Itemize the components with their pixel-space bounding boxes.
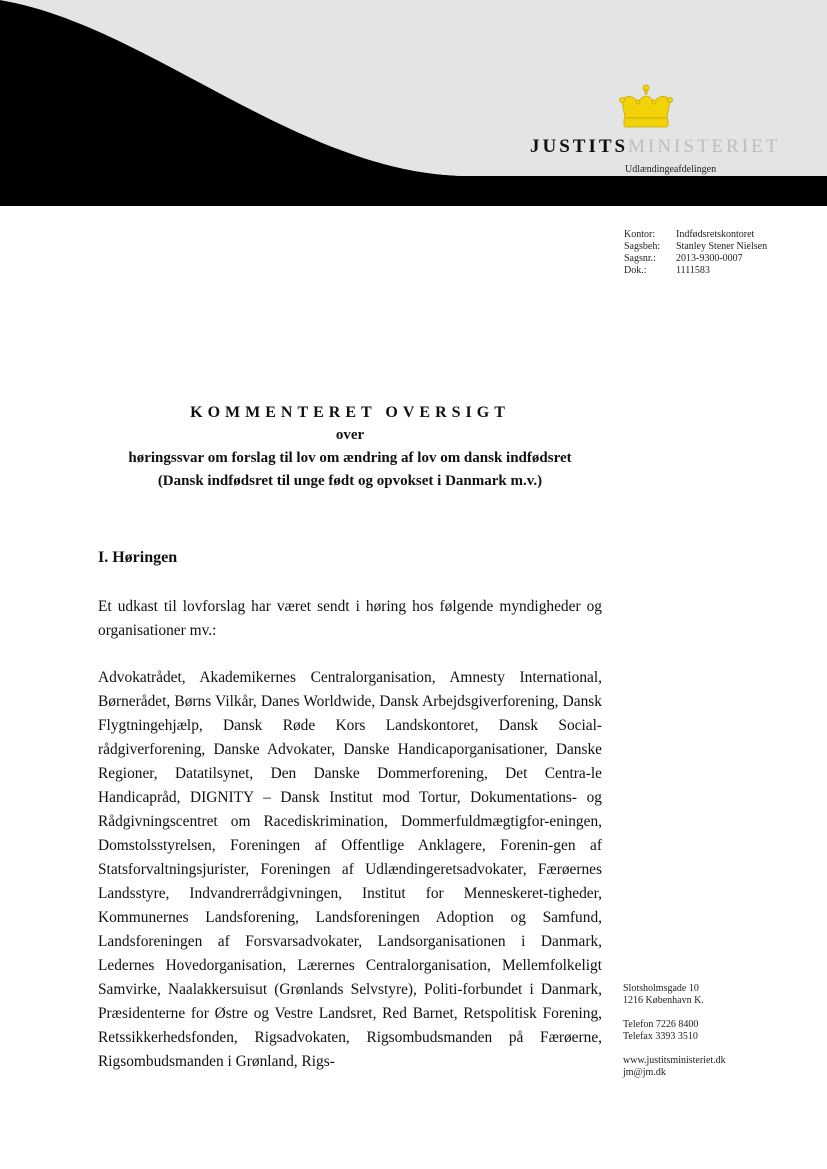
footer-phone: Telefon 7226 8400	[623, 1019, 699, 1030]
meta-row	[624, 253, 767, 265]
footer-contact	[623, 983, 726, 1079]
title-line-3: høringssvar om forslag til lov om ændring af lov om dansk indfødsret	[128, 450, 572, 466]
meta-value: Stanley Stener Nielsen	[676, 241, 768, 252]
wordmark-light: MINISTERIET	[628, 136, 781, 157]
case-metadata	[624, 229, 767, 277]
meta-value: 1111583	[676, 265, 710, 276]
meta-row	[624, 265, 767, 277]
meta-row	[624, 229, 767, 241]
title-line-1: KOMMENTERET OVERSIGT	[190, 404, 510, 421]
wordmark-strong: JUSTITS	[530, 136, 629, 157]
footer-street: Slotsholmsgade 10	[623, 983, 699, 994]
footer-email-link[interactable]: jm@jm.dk	[623, 1067, 666, 1078]
footer-city: 1216 København K.	[623, 995, 704, 1006]
ministry-wordmark	[530, 136, 780, 158]
meta-value: Indfødsretskontoret	[676, 229, 755, 240]
meta-value: 2013-9300-0007	[676, 253, 743, 264]
meta-row	[624, 241, 767, 253]
section-heading: I. Høringen	[98, 549, 178, 566]
department-name: Udlændingeafdelingen	[625, 164, 717, 175]
footer-web-link[interactable]: www.justitsministeriet.dk	[623, 1055, 726, 1066]
meta-key: Dok.:	[624, 265, 647, 276]
title-line-2: over	[335, 427, 365, 443]
meta-key: Sagsnr.:	[624, 253, 656, 264]
body-paragraph: Advokatrådet, Akademikernes Centralorganisation, Amnesty International, Børnerådet, Børns Vilkår, Danes Worldwide, Dansk Arbejdsgiverforening, Dansk Flygtningehjælp, Dansk Røde Kors Landskontoret, Dansk Social-rådgiverforening, Danske Advokater, Danske Handicaporganisationer, Danske Regioner, Datatilsynet, Den Danske Dommerforening, Det Centra-le Handicapråd, DIGNITY – Dansk Institut mod Tortur, Dokumentations- og Rådgivningscentret om Racediskrimination, Dommerfuldmægtigfor-eningen, Domstolsstyrelsen, Foreningen af Offentlige Anklagere, Forenin-gen af Statsforvaltningsjurister, Foreningen af Udlændingeretsadvokater, Færøernes Landsstyre, Indvandrerrådgivningen, Institut for Menneskeret-tigheder, Kommunernes Landsforening, Landsforeningen Adoption og Samfund, Landsforeningen af Forsvarsadvokater, Landsorganisationen i Danmark, Ledernes Hovedorganisation, Lærernes Centralorganisation, Mellemfolkeligt Samvirke, Naalakkersuisut (Grønlands Selvstyre), Politi-forbundet i Danmark, Præsidenterne for Østre og Vestre Landsret, Red Barnet, Retspolitisk Forening, Retssikkerhedsfonden, Rigsadvokaten, Rigsombudsmanden på Færøerne, Rigsombudsmanden i Grønland, Rigs-	[98, 669, 602, 1070]
header-banner	[0, 0, 827, 210]
meta-key: Kontor:	[624, 229, 656, 240]
intro-paragraph: Et udkast til lovforslag har været sendt i høring hos følgende myndigheder og organisationer mv.:	[98, 598, 602, 639]
title-line-4: (Dansk indfødsret til unge født og opvokset i Danmark m.v.)	[157, 473, 543, 489]
footer-fax: Telefax 3393 3510	[623, 1031, 698, 1042]
meta-key: Sagsbeh:	[624, 241, 661, 252]
document-title	[98, 402, 602, 493]
